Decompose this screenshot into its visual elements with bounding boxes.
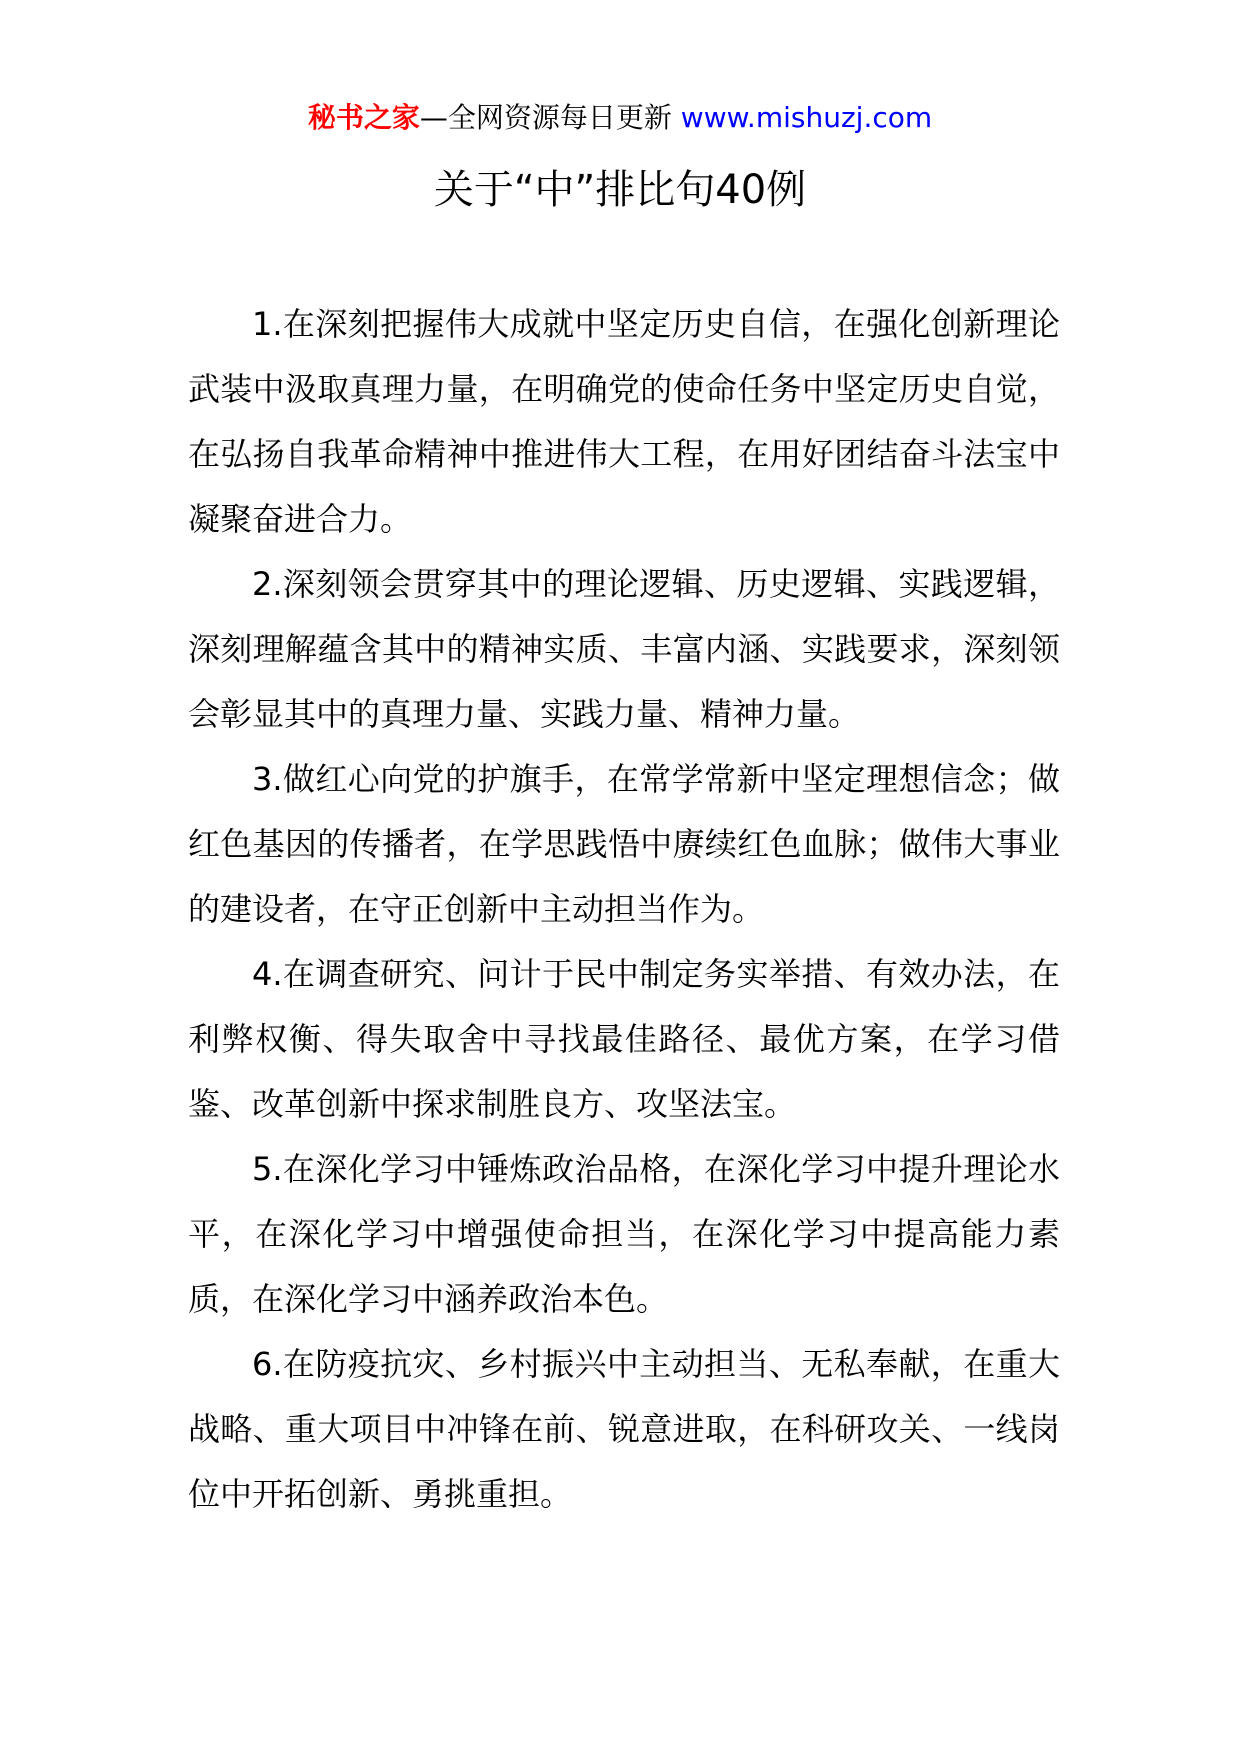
site-url-link[interactable]: www.mishuzj.com — [680, 101, 933, 134]
document-body — [188, 292, 1060, 1527]
header-tagline: —全网资源每日更新 — [419, 101, 672, 134]
paragraph-1: 1.在深刻把握伟大成就中坚定历史自信，在强化创新理论武装中汲取真理力量，在明确党的使命任务中坚定历史自觉，在弘扬自我革命精神中推进伟大工程，在用好团结奋斗法宝中凝聚奋进合力。 — [188, 305, 1060, 538]
document-title: 关于“中”排比句40例 — [433, 167, 807, 213]
paragraph-3: 3.做红心向党的护旗手，在常学常新中坚定理想信念；做红色基因的传播者，在学思践悟中赓续红色血脉；做伟大事业的建设者，在守正创新中主动担当作为。 — [188, 760, 1060, 928]
site-header — [0, 98, 1240, 138]
paragraph-2: 2.深刻领会贯穿其中的理论逻辑、历史逻辑、实践逻辑，深刻理解蕴含其中的精神实质、丰富内涵、实践要求，深刻领会彰显其中的真理力量、实践力量、精神力量。 — [188, 565, 1060, 733]
paragraph-5: 5.在深化学习中锤炼政治品格，在深化学习中提升理论水平，在深化学习中增强使命担当，在深化学习中提高能力素质，在深化学习中涵养政治本色。 — [188, 1150, 1060, 1318]
paragraph-6: 6.在防疫抗灾、乡村振兴中主动担当、无私奉献，在重大战略、重大项目中冲锋在前、锐意进取，在科研攻关、一线岗位中开拓创新、勇挑重担。 — [188, 1345, 1060, 1513]
brand-name: 秘书之家 — [307, 101, 420, 134]
paragraph-4: 4.在调查研究、问计于民中制定务实举措、有效办法，在利弊权衡、得失取舍中寻找最佳路径、最优方案，在学习借鉴、改革创新中探求制胜良方、攻坚法宝。 — [188, 955, 1060, 1123]
